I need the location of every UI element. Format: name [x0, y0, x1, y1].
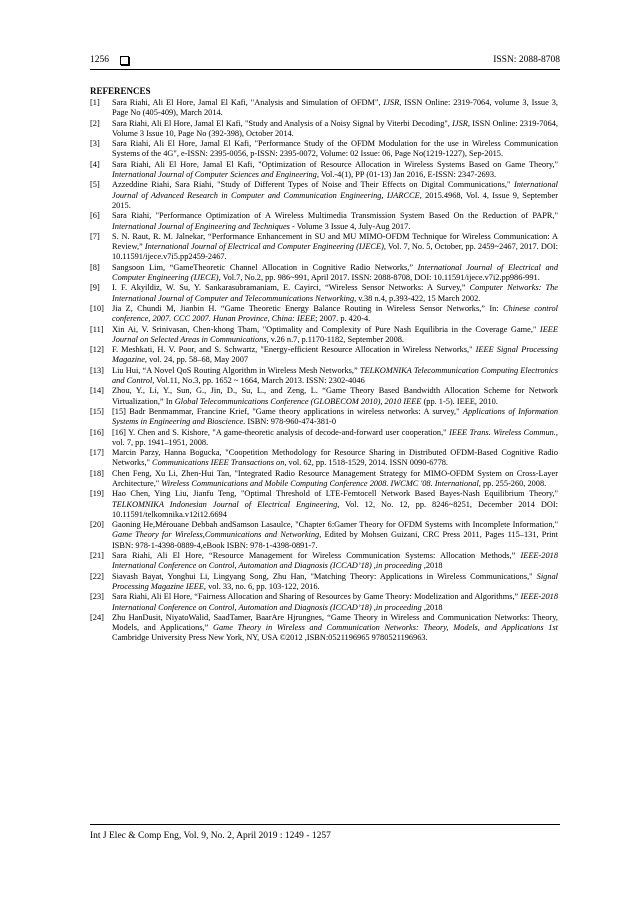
reference-text-part: [16] Y. Chen and S. Kishore, "A game-theoretic analysis of decode-and-forward user cooperation,": [112, 427, 450, 437]
reference-text: [112, 119, 558, 140]
reference-text-part: Liu Hui, “A Novel QoS Routing Algorithm in Wireless Mesh Networks,”: [112, 365, 360, 375]
reference-text-part: Gaoning He,Mérouane Debbah andSamson Lasaulce, "Chapter 6:Gamer Theory for OFDM Systems with Incomplete Information,": [112, 520, 558, 530]
reference-number: [11]: [90, 324, 104, 334]
reference-text: [112, 572, 558, 593]
reference-text: [112, 232, 558, 263]
reference-item: [90, 263, 558, 284]
reference-source-title: Chinese control conference, 2007. CCC 2007. Hunan Province, China: IEEE: [112, 303, 558, 324]
reference-text-part: Sara Riahi, Ali El Hore, “Resource Management for Wireless Communication Systems: Allocation Methods,”: [112, 551, 521, 561]
reference-item: [90, 489, 558, 520]
reference-item: [90, 119, 558, 140]
reference-source-title: IEEE Signal Processing Magazine: [112, 345, 558, 365]
reference-text-part: Zhou, Y., Li, Y., Sun, G., Jin, D., Su, L., and Zeng, L. “Game Theory Based Bandwidth Allocation Scheme for Network Virtualization,” In: [112, 386, 558, 406]
reference-source-title: International Journal of Electrical and Computer Engineering (IJECE),: [112, 262, 558, 283]
reference-text-part: Sara Riahi, Ali El Hore, “Fairness Allocation and Sharing of Resources by Game Theory: Modelization and Algorithms,”: [112, 592, 521, 602]
reference-text: [112, 98, 558, 119]
reference-text-part: Marcin Parzy, Hanna Bogucka, "Coopetition Methodology for Resource Sharing in Distributed OFDM-Based Cognitive Radio Networks,": [112, 448, 558, 468]
reference-source-title: Applications of Information Systems in Engineering and Bioscience: [112, 406, 558, 427]
reference-text-part: Chen Feng, Xu Li, Zhen-Hui Tan, "Integrated Radio Resource Management Strategy for MIMO-OFDM System on Cross-Layer Architecture,": [112, 468, 558, 488]
reference-item: [90, 520, 558, 551]
reference-number: [4]: [90, 159, 100, 169]
reference-text: [112, 304, 558, 325]
square-bullet-icon: [120, 56, 129, 65]
reference-text: [112, 407, 558, 428]
reference-text: [112, 613, 558, 644]
reference-text-part: Zhu HanDusit, NiyatoWalid, SaadTamer, BaarAre Hjrungnes, “Game Theory in Wireless and Communication Networks: Theory, Models, and Applications,”: [112, 612, 558, 633]
reference-text-part: , Vol.-4(1), PP (01-13) Jan 2016, E-ISSN: 2347-2693.: [316, 170, 497, 180]
reference-text: [112, 489, 558, 520]
reference-source-title: IEEE-2018 International Conference on Control, Automation and Diagnosis (ICCAD’18) ,in proceeding: [112, 551, 558, 571]
reference-item: [90, 345, 558, 366]
reference-item: [90, 304, 558, 325]
reference-source-title: Global Telecommunications Conference (GLOBECOM 2010), 2010 IEEE: [174, 396, 422, 406]
reference-number: [22]: [90, 571, 104, 581]
reference-number: [5]: [90, 180, 100, 190]
reference-text-part: Sara Riahi, Ali El Hore, Jamal El Kafi, "Optimization of Resource Allocation in Wireless Systems Based on Game Theory,": [112, 159, 558, 169]
header-rule: [90, 69, 560, 70]
reference-source-title: Signal Processing Magazine IEEE: [112, 571, 558, 591]
reference-source-title: Computer Networks: The International Journal of Computer and Telecommunications Networking: [112, 283, 558, 303]
reference-text-part: , 2015.4968, Vol. 4, Issue 9, September 2015.: [112, 190, 558, 210]
reference-text-part: Sara Riahi, "Performance Optimization of A Wireless Multimedia Transmission System Based On the Reduction of PAPR,": [112, 211, 558, 221]
reference-text: [112, 592, 558, 613]
reference-source-title: IEEE Trans. Wireless Commun.: [449, 427, 556, 437]
reference-text-part: Sangsoon Lim, “GameTheoretic Channel Allocation in Cognitive Radio Networks,”: [112, 262, 418, 272]
footer-rule: [90, 824, 560, 825]
reference-text-part: ,2018: [421, 602, 443, 612]
reference-number: [15]: [90, 406, 104, 416]
reference-text-part: , v.38 n.4, p.393-422, 15 March 2002.: [354, 293, 481, 303]
reference-text-part: Sara Riahi, Ali El Hore, Jamal El Kafi, "Study and Analysis of a Noisy Signal by Viterbi Decoding",: [112, 118, 453, 128]
reference-item: [90, 180, 558, 211]
reference-text-part: , ISSN Online: 2319-7064, Volume 3 Issue 10, Page No (392-398), October 2014.: [112, 118, 558, 138]
reference-source-title: IEEE Journal on Selected Areas in Communications: [112, 324, 558, 344]
reference-item: [90, 551, 558, 572]
reference-text: [112, 386, 558, 407]
reference-text-part: ,2018: [421, 561, 443, 571]
reference-source-title: IJSR: [452, 118, 468, 128]
reference-number: [14]: [90, 386, 104, 396]
reference-text: [112, 448, 558, 469]
reference-text-part: Azzeddine Riahi, Sara Riahi, "Study of Different Types of Noise and Their Effects on Digital Communications,": [112, 180, 514, 190]
reference-text-part: , Edited by Mohsen Guizani, CRC Press 2011, Pages 115–131, Print ISBN: 978-1-4398-0889-4,eBook ISBN: 978-1-4398-0891-7.: [112, 530, 558, 550]
reference-number: [9]: [90, 283, 100, 293]
reference-number: [23]: [90, 592, 104, 602]
reference-source-title: International Journal of Computer Sciences and Engineering: [112, 170, 317, 180]
reference-text: [112, 139, 558, 160]
reference-source-title: Game Theory in Wireless and Communication Networks: Theory, Models, and Applications 1st: [212, 623, 559, 633]
reference-text-part: F. Meshkati, H. V. Poor, and S. Schwartz, "Energy-efficient Resource Allocation in Wireless Networks,": [112, 345, 476, 355]
reference-number: [3]: [90, 139, 100, 149]
references-list: [90, 98, 558, 644]
reference-item: [90, 448, 558, 469]
reference-number: [10]: [90, 303, 104, 313]
reference-source-title: IEEE-2018 International Conference on Control, Automation and Diagnosis (ICCAD’18) ,in proceeding: [112, 592, 558, 612]
reference-source-title: International Journal of Electrical and Computer Engineering (IJECE),: [144, 242, 386, 252]
reference-number: [13]: [90, 365, 104, 375]
reference-text-part: , vol. 33, no. 6, pp. 103-122, 2016.: [203, 581, 320, 591]
reference-text-part: , ISSN Online: 2319-7064, volume 3, Issue 3, Page No (405-409), March 2014.: [112, 98, 559, 118]
reference-number: [21]: [90, 551, 104, 561]
reference-text-part: S. N. Raut, R. M. Jalnekar, “Performance Enhancement in SU and MU MIMO-OFDM Technique for Wireless Communication: A Review,”: [112, 231, 558, 252]
reference-text: [112, 345, 558, 366]
reference-source-title: Wireless Communications and Mobile Computing Conference 2008. IWCMC '08. International: [161, 478, 479, 488]
reference-text-part: Xin Ai, V. Srinivasan, Chen-khong Tham, "Optimality and Complexity of Pure Nash Equilibria in the Coverage Game,": [112, 324, 540, 334]
reference-text-part: , vol. 7, pp. 1941–1951, 2008.: [112, 427, 558, 447]
reference-number: [18]: [90, 468, 104, 478]
reference-text: [112, 211, 558, 232]
reference-item: [90, 366, 558, 387]
issn-label: ISSN: 2088-8708: [493, 55, 560, 65]
reference-text-part: Hao Chen, Ying Liu, Jianfu Teng, "Optimal Threshold of LTE-Femtocell Network Based Bayes-Nash Equilibrium Theory,": [112, 489, 558, 499]
reference-text-part: , v.26 n.7, p.1170-1182, September 2008.: [266, 334, 405, 344]
reference-text-part: ; 2007. p. 420-4.: [315, 314, 371, 324]
reference-item: [90, 325, 558, 346]
reference-text-part: [15] Badr Benmammar, Francine Krief, "Game theory applications in wireless networks: A survey,": [112, 406, 463, 416]
footer-citation: Int J Elec & Comp Eng, Vol. 9, No. 2, April 2019 : 1249 - 1257: [90, 831, 331, 841]
reference-item: [90, 407, 558, 428]
reference-text-part: . ISBN: 978-960-474-381-0: [243, 417, 337, 427]
reference-number: [16]: [90, 427, 104, 437]
reference-text: [112, 366, 558, 387]
reference-source-title: Communications IEEE Transactions on: [152, 458, 285, 468]
reference-text: [112, 325, 558, 346]
reference-text-part: , pp. 255-260, 2008.: [478, 478, 547, 488]
reference-text-part: Cambridge University Press New York, NY, USA ©2012 ,ISBN:0521196965 9780521196963.: [112, 633, 428, 643]
reference-number: [2]: [90, 118, 100, 128]
reference-item: [90, 386, 558, 407]
reference-text: [112, 520, 558, 551]
reference-text-part: , Vol. 12, No. 12, pp. 8246~8251, December 2014 DOI: 10.11591/telkomnika.v12i12.6694: [112, 499, 559, 519]
reference-item: [90, 232, 558, 263]
reference-number: [20]: [90, 520, 104, 530]
reference-text-part: Siavash Bayat, Yonghui Li, Lingyang Song, Zhu Han, "Matching Theory: Applications in Wireless Communications,": [112, 571, 537, 581]
reference-item: [90, 211, 558, 232]
reference-item: [90, 613, 558, 644]
reference-item: [90, 98, 558, 119]
reference-text-part: (pp. 1-5). IEEE, 2010.: [421, 396, 498, 406]
reference-number: [12]: [90, 345, 104, 355]
reference-text: [112, 263, 558, 284]
reference-text: [112, 180, 558, 211]
page-header: [90, 55, 560, 65]
reference-number: [6]: [90, 211, 100, 221]
reference-number: [1]: [90, 98, 100, 107]
reference-text-part: Sara Riahi, Ali El Hore, Jamal El Kafi, "Performance Study of the OFDM Modulation for the use in Wireless Communication Systems of the 4G", e-ISSN: 2395-0056, p-ISSN: 2395-0072, Volume: 02 Issue: 06, Page No(1219-1227), Sep-2015.: [112, 139, 558, 159]
reference-text-part: - Volume 3 Issue 4, July-Aug 2017.: [289, 221, 411, 231]
reference-source-title: International Journal of Advanced Research in Computer and Communication Engineering, IJARCCE: [112, 180, 558, 200]
reference-source-title: TELKOMNIKA Telecommunication Computing Electronics and Control: [112, 365, 558, 386]
reference-text-part: Vol. 7, No. 5, October, pp. 2459~2467, 2017. DOI: 10.11591/ijece.v7i5.pp2459-2467.: [112, 242, 558, 262]
reference-text-part: , vol. 62, pp. 1518-1529, 2014. ISSN 0090-6778.: [284, 458, 449, 468]
reference-text: [112, 283, 558, 304]
reference-source-title: Game Theory for Wireless,Communications and Networking: [112, 530, 320, 540]
reference-item: [90, 469, 558, 490]
reference-number: [8]: [90, 262, 100, 272]
page-number: 1256: [90, 55, 109, 65]
reference-item: [90, 160, 558, 181]
reference-text-part: , Vol.11, No.3, pp. 1652 ~ 1664, March 2013. ISSN: 2302-4046: [152, 376, 365, 386]
reference-text: [112, 551, 558, 572]
reference-source-title: IJSR: [383, 98, 400, 107]
reference-item: [90, 592, 558, 613]
reference-text-part: Sara Riahi, Ali El Hore, Jamal El Kafi, "Analysis and Simulation of OFDM",: [112, 98, 384, 107]
references-heading: REFERENCES: [90, 86, 151, 96]
reference-item: [90, 428, 558, 449]
reference-text: [112, 160, 558, 181]
reference-item: [90, 572, 558, 593]
reference-text-part: , vol. 24, pp. 58–68, May 2007: [144, 355, 249, 365]
reference-text: [112, 428, 558, 449]
reference-number: [7]: [90, 231, 100, 241]
reference-text-part: Vol.7, No.2, pp. 986~991, April 2017. ISSN: 2088-8708, DOI: 10.11591/ijece.v7i2.pp986-991.: [220, 273, 540, 283]
reference-text-part: Jia Z, Chundi M, Jianbin H. “Game Theoretic Energy Balance Routing in Wireless Sensor Networks,” In:: [112, 303, 503, 313]
reference-source-title: TELKOMNIKA Indonesian Journal of Electrical Engineering: [112, 499, 338, 509]
reference-source-title: International Journal of Engineering and Techniques: [112, 221, 290, 231]
reference-item: [90, 283, 558, 304]
reference-text-part: I. F. Akyildiz, W. Su, Y. Sankarasubramaniam, E. Cayirci, “Wireless Sensor Networks: A Survey,”: [112, 283, 470, 293]
reference-number: [17]: [90, 448, 104, 458]
reference-text: [112, 469, 558, 490]
reference-number: [19]: [90, 489, 104, 499]
reference-item: [90, 139, 558, 160]
reference-number: [24]: [90, 612, 104, 622]
